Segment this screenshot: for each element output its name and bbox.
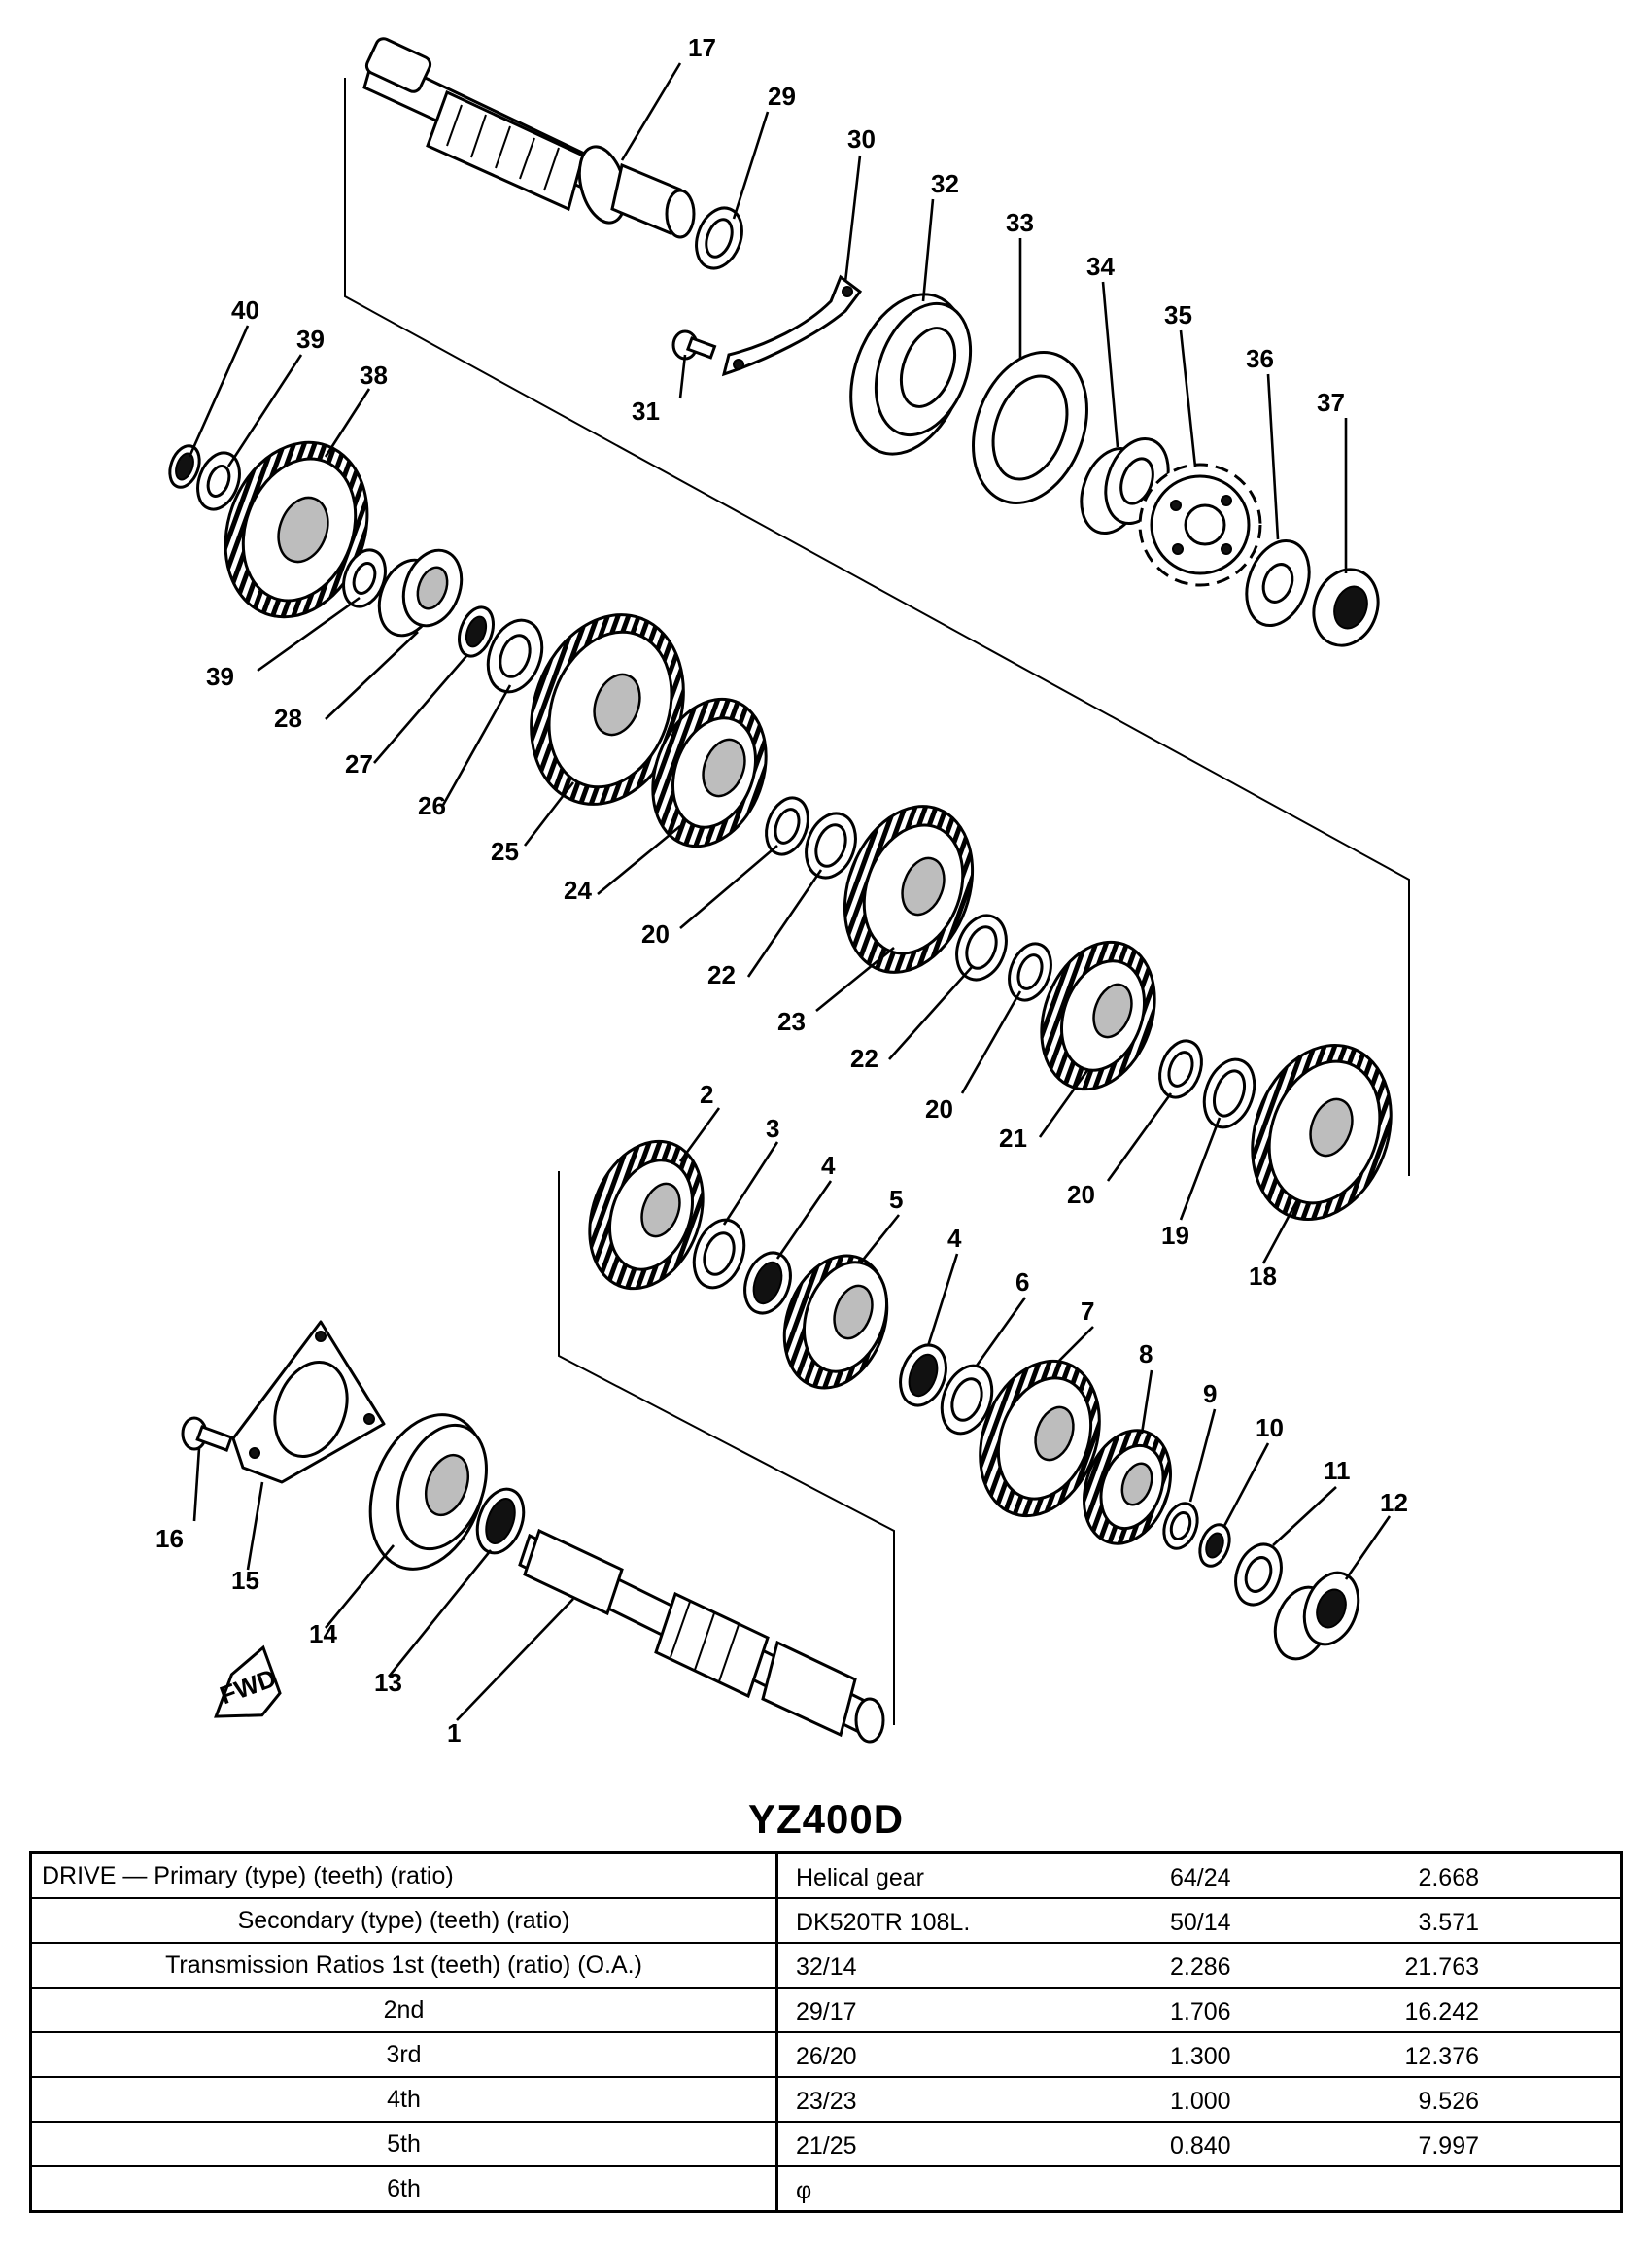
callout-39-upper: 39 <box>296 325 325 354</box>
leader-lines <box>189 63 1390 1720</box>
callout-9: 9 <box>1203 1379 1218 1408</box>
callout-30: 30 <box>847 124 876 154</box>
table-row <box>31 1943 1622 1988</box>
callout-4-a: 4 <box>821 1151 836 1180</box>
callout-35: 35 <box>1164 300 1192 329</box>
circlip-10 <box>1194 1521 1234 1571</box>
callout-27: 27 <box>345 749 373 778</box>
callout-5: 5 <box>889 1185 904 1214</box>
row-value-b: 64/24 <box>1170 1864 1231 1891</box>
callout-22-a: 22 <box>707 960 736 989</box>
main-axle-17 <box>364 36 694 237</box>
washer-11 <box>1227 1538 1289 1610</box>
row-value-c: 7.997 <box>1418 2132 1479 2160</box>
callout-20-b: 20 <box>925 1094 953 1124</box>
row-value-b: 1.000 <box>1170 2088 1231 2115</box>
callout-12: 12 <box>1380 1488 1408 1517</box>
row-value-b: 1.300 <box>1170 2043 1231 2070</box>
row-label: DRIVE — Primary (type) (teeth) (ratio) <box>31 1853 777 1899</box>
table-row <box>31 1988 1622 2032</box>
row-value-a: 32/14 <box>796 1954 857 1981</box>
row-value-a: 26/20 <box>796 2043 857 2070</box>
row-value-a: 23/23 <box>796 2088 857 2115</box>
screw-31 <box>673 331 714 359</box>
callout-14: 14 <box>309 1619 337 1648</box>
callout-26: 26 <box>418 791 446 820</box>
callout-6: 6 <box>1015 1267 1030 1297</box>
bearing-28 <box>369 542 471 643</box>
callout-10: 10 <box>1256 1413 1284 1442</box>
bolt-16 <box>183 1418 231 1450</box>
table-row <box>31 2166 1622 2212</box>
callout-25: 25 <box>491 837 519 866</box>
callout-17: 17 <box>688 33 716 62</box>
row-value-a: DK520TR 108L. <box>796 1909 971 1936</box>
nut-37 <box>1303 560 1389 654</box>
callout-37: 37 <box>1317 388 1345 417</box>
row-value-c: 16.242 <box>1404 1998 1479 2025</box>
circlip-29 <box>688 201 749 274</box>
row-value-b: 1.706 <box>1170 1998 1231 2025</box>
row-value-a: 29/17 <box>796 1998 857 2025</box>
row-label: 4th <box>31 2077 777 2122</box>
callout-7: 7 <box>1081 1297 1095 1326</box>
callout-39-lower: 39 <box>206 662 234 691</box>
callout-11: 11 <box>1324 1456 1351 1485</box>
fwd-label: FWD <box>216 1663 281 1711</box>
table-row <box>31 2032 1622 2077</box>
callout-40: 40 <box>231 295 259 325</box>
callout-1: 1 <box>447 1718 462 1747</box>
callout-22-b: 22 <box>850 1044 878 1073</box>
row-label: Transmission Ratios 1st (teeth) (ratio) (O.A.) <box>31 1943 777 1988</box>
washer-9 <box>1158 1499 1203 1553</box>
callout-16: 16 <box>155 1524 184 1553</box>
drive-sprocket-35 <box>1140 465 1260 585</box>
row-label: 3rd <box>31 2032 777 2077</box>
callout-20-a: 20 <box>641 919 670 949</box>
callout-34: 34 <box>1086 252 1115 281</box>
table-row <box>31 1853 1622 1899</box>
callout-15: 15 <box>231 1566 259 1595</box>
row-value-c: 9.526 <box>1418 2088 1479 2115</box>
gear-18 <box>1229 1025 1415 1238</box>
callout-29: 29 <box>768 82 796 111</box>
callout-32: 32 <box>931 169 959 198</box>
table-row <box>31 2077 1622 2122</box>
bearing-stopper-30 <box>724 277 860 374</box>
bearing-12 <box>1266 1565 1368 1666</box>
row-label: 5th <box>31 2122 777 2166</box>
model-title: YZ400D <box>747 1796 905 1842</box>
callout-13: 13 <box>374 1668 402 1697</box>
callout-2: 2 <box>700 1080 714 1109</box>
table-row <box>31 2122 1622 2166</box>
row-value-b: 50/14 <box>1170 1909 1231 1936</box>
table-row <box>31 1898 1622 1943</box>
row-value-b: 0.840 <box>1170 2132 1231 2160</box>
row-value-c: 2.668 <box>1418 1864 1479 1891</box>
row-label: Secondary (type) (teeth) (ratio) <box>31 1898 777 1943</box>
row-value-a: 21/25 <box>796 2132 857 2160</box>
row-value-a: Helical gear <box>796 1864 925 1891</box>
callout-labels <box>155 33 1408 1747</box>
row-label: 6th <box>31 2166 777 2212</box>
row-value-c: 3.571 <box>1418 1909 1479 1936</box>
callout-28: 28 <box>274 704 302 733</box>
row-value-a: φ <box>796 2177 812 2204</box>
row-label: 2nd <box>31 1988 777 2032</box>
row-value-c: 12.376 <box>1404 2043 1479 2070</box>
row-value-b: 2.286 <box>1170 1954 1231 1981</box>
callout-21: 21 <box>999 1124 1027 1153</box>
bearing-retainer-15 <box>233 1322 384 1482</box>
washer-19 <box>1195 1053 1263 1134</box>
callout-38: 38 <box>360 361 388 390</box>
callout-4-b: 4 <box>947 1224 962 1253</box>
callout-20-c: 20 <box>1067 1180 1095 1209</box>
callout-18: 18 <box>1249 1262 1277 1291</box>
callout-33: 33 <box>1006 208 1034 237</box>
callout-23: 23 <box>777 1007 806 1036</box>
callout-8: 8 <box>1139 1339 1153 1368</box>
bearing-32 <box>830 278 987 469</box>
callout-19: 19 <box>1161 1221 1189 1250</box>
main-axle-1 <box>520 1531 883 1742</box>
gear-ratio-table <box>29 1851 1623 2213</box>
washer-20-c <box>1153 1035 1209 1103</box>
callout-3: 3 <box>766 1114 780 1143</box>
callout-31: 31 <box>632 397 660 426</box>
callout-24: 24 <box>564 876 592 905</box>
row-value-c: 21.763 <box>1404 1954 1479 1981</box>
callout-36: 36 <box>1246 344 1274 373</box>
